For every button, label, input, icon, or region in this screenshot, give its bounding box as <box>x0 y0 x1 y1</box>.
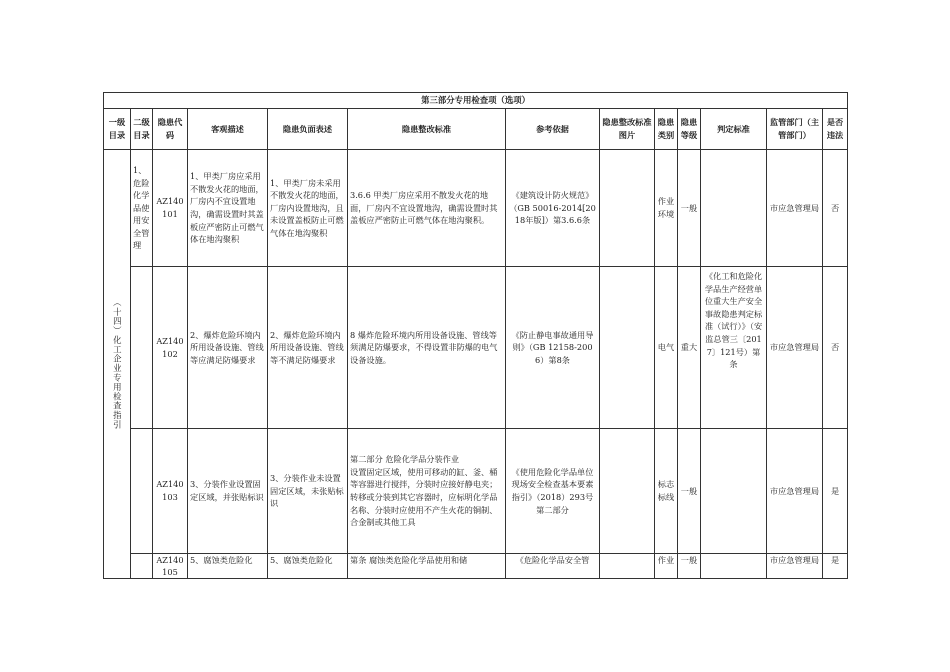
header-level2: 二级目录 <box>131 109 153 150</box>
row-category: 标志标线 <box>655 429 678 554</box>
row-level2 <box>131 429 153 554</box>
table-row <box>104 150 848 267</box>
row-level2 <box>131 554 153 579</box>
header-basis: 参考依据 <box>506 109 600 150</box>
row-dept: 市应急管理局 <box>767 267 823 429</box>
header-image: 隐患整改标准图片 <box>600 109 655 150</box>
row-negative: 5、腐蚀类危险化 <box>268 554 348 579</box>
table-row <box>104 429 848 554</box>
header-grade: 隐患等级 <box>678 109 701 150</box>
header-dept: 监管部门（主管部门） <box>767 109 823 150</box>
row-grade: 一般 <box>678 150 701 267</box>
row-dept: 市应急管理局 <box>767 554 823 579</box>
row-grade: 重大 <box>678 267 701 429</box>
row-basis: 《防止静电事故通用导则》（GB 12158-2006）第8条 <box>506 267 600 429</box>
row-criteria <box>701 429 767 554</box>
row-standard: 3.6.6 甲类厂房应采用不散发火花的地面，厂房内不宜设置地沟，确需设置时其盖板应严密防止可燃气体在地沟聚积。 <box>348 150 506 267</box>
row-basis: 《危险化学品安全管 <box>506 554 600 579</box>
row-violation: 否 <box>823 150 848 267</box>
row-image <box>600 150 655 267</box>
row-standard: 8 爆炸危险环境内所用设备设施、管线等须满足防爆要求，不得设置非防爆的电气设备设施。 <box>348 267 506 429</box>
row-negative: 3、分装作业未设置固定区域，未张贴标识 <box>268 429 348 554</box>
header-code: 隐患代码 <box>153 109 188 150</box>
row-criteria <box>701 150 767 267</box>
row-image <box>600 554 655 579</box>
header-objective: 客观描述 <box>188 109 268 150</box>
header-criteria: 判定标准 <box>701 109 767 150</box>
row-image <box>600 267 655 429</box>
row-category: 作业环境 <box>655 150 678 267</box>
row-objective: 1、甲类厂房应采用不散发火花的地面，厂房内不宜设置地沟，确需设置时其盖板应严密防止可燃气体在地沟聚积 <box>188 150 268 267</box>
row-code: AZ140102 <box>153 267 188 429</box>
header-category: 隐患类别 <box>655 109 678 150</box>
row-objective: 3、分装作业设置固定区域，并张贴标识 <box>188 429 268 554</box>
row-grade: 一般 <box>678 429 701 554</box>
row-negative: 1、甲类厂房未采用不散发火花的地面，厂房内设置地沟，且未设置盖板防止可燃气体在地沟聚积 <box>268 150 348 267</box>
row-category: 电气 <box>655 267 678 429</box>
row-image <box>600 429 655 554</box>
header-negative: 隐患负面表述 <box>268 109 348 150</box>
row-code: AZ140103 <box>153 429 188 554</box>
inspection-table <box>103 92 848 579</box>
row-objective: 2、爆炸危险环境内所用设备设施、管线等应满足防爆要求 <box>188 267 268 429</box>
row-standard: 第二部分 危险化学品分装作业 设置固定区域，使用可移动的缸、釜、桶等容器进行搅拌，分装时应接好静电夹；转移或分装到其它容器时，应标明化学品名称、分装时应使用不产生火花的铜制、合金制或其他工具 <box>348 429 506 554</box>
row-level2: 1、危险化学品使用安全管理 <box>131 150 153 267</box>
table-row <box>104 554 848 579</box>
row-violation: 是 <box>823 429 848 554</box>
row-criteria: 《化工和危险化学品生产经营单位重大生产安全事故隐患判定标准（试行）》（安监总管三〔2017〕121号）第条 <box>701 267 767 429</box>
row-basis: 《建筑设计防火规范》（GB 50016-2014[2018年版]）第3.6.6条 <box>506 150 600 267</box>
row-dept: 市应急管理局 <box>767 429 823 554</box>
group-label-cell <box>104 150 131 579</box>
table-title: 第三部分专用检查项（选项） <box>104 93 848 109</box>
row-standard: 第条 腐蚀类危险化学品使用和储 <box>348 554 506 579</box>
header-level1: 一级目录 <box>104 109 131 150</box>
row-dept: 市应急管理局 <box>767 150 823 267</box>
row-basis: 《使用危险化学品单位现场安全检查基本要素指引》（2018）293号 第二部分 <box>506 429 600 554</box>
row-violation: 否 <box>823 267 848 429</box>
row-code: AZ140101 <box>153 150 188 267</box>
row-objective: 5、腐蚀类危险化 <box>188 554 268 579</box>
header-violation: 是否违法 <box>823 109 848 150</box>
title-row <box>104 93 848 109</box>
header-row <box>104 109 848 150</box>
inspection-table-container <box>103 92 847 579</box>
row-grade: 一般 <box>678 554 701 579</box>
row-level2 <box>131 267 153 429</box>
table-row <box>104 267 848 429</box>
row-category: 作业 <box>655 554 678 579</box>
row-code: AZ140105 <box>153 554 188 579</box>
row-violation: 是 <box>823 554 848 579</box>
group-label: （十四）化工企业专用检查指引 <box>112 298 123 430</box>
row-criteria <box>701 554 767 579</box>
row-negative: 2、爆炸危险环境内所用设备设施、管线等不满足防爆要求 <box>268 267 348 429</box>
header-standard: 隐患整改标准 <box>348 109 506 150</box>
